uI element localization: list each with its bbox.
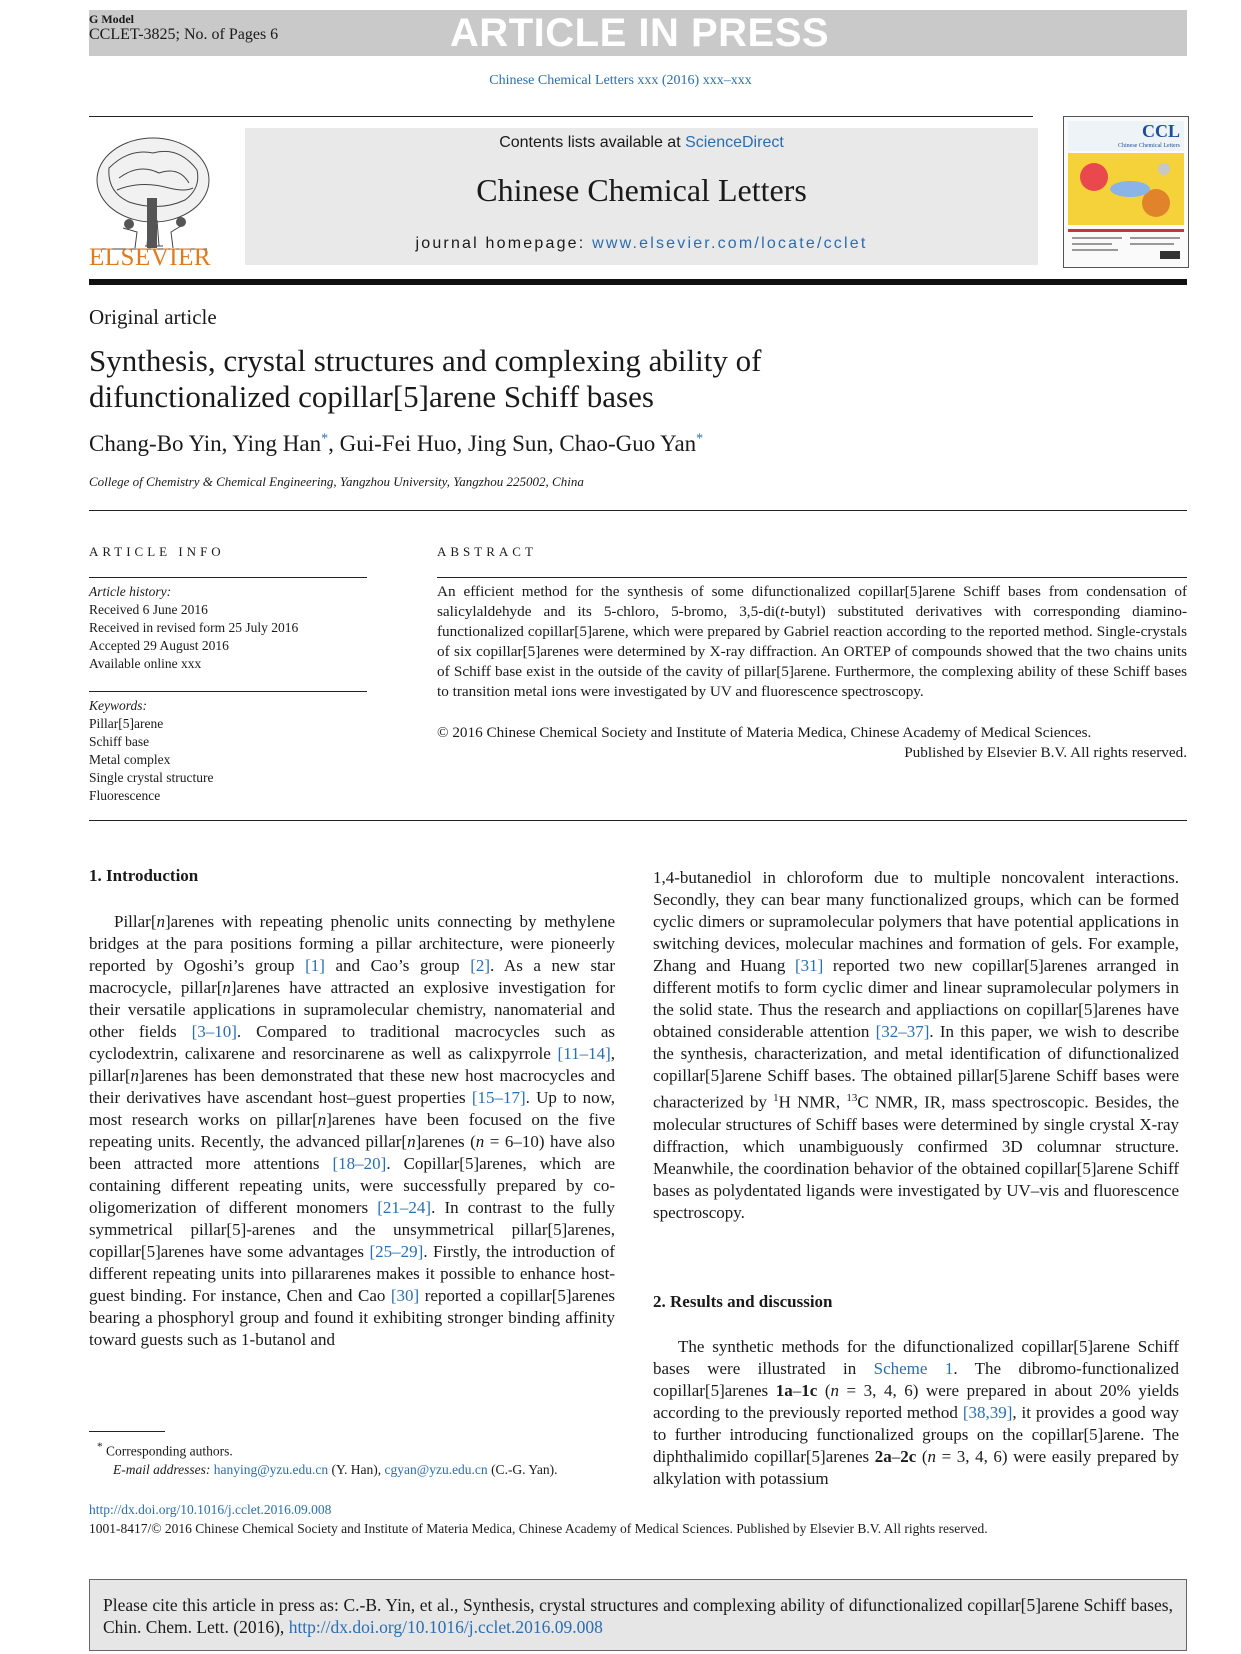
keywords-label: Keywords: — [89, 698, 147, 713]
ref-link[interactable]: [30] — [390, 1286, 420, 1305]
ref-link[interactable]: [25–29] — [369, 1242, 424, 1261]
ref-link[interactable]: [3–10] — [191, 1022, 237, 1041]
article-history — [89, 583, 298, 673]
author-list — [89, 431, 703, 457]
corresponding-mark-2[interactable]: * — [696, 431, 704, 447]
copyright-line-2: Published by Elsevier B.V. All rights reserved. — [904, 744, 1187, 761]
history-item: Received in revised form 25 July 2016 — [89, 620, 299, 635]
ref-link[interactable]: [32–37] — [875, 1022, 930, 1041]
ref-link[interactable]: [11–14] — [557, 1044, 611, 1063]
journal-title: Chinese Chemical Letters — [476, 172, 807, 208]
article-code: CCLET-3825; No. of Pages 6 — [89, 26, 279, 43]
introduction-column-right — [653, 867, 1179, 1224]
ref-link[interactable]: [2] — [470, 956, 491, 975]
contents-prefix: Contents lists available at — [499, 134, 686, 151]
abstract-part: An efficient method for the synthesis of some difunctionalized copillar[5]arene Schiff bases from condensation of salicylaldehyde and its 5-chloro, 5-bromo, 3,5-di( — [437, 583, 1187, 621]
keyword-item: Schiff base — [89, 734, 150, 749]
keyword-item: Pillar[5]arene — [89, 716, 164, 731]
email-link-han[interactable]: hanying@yzu.edu.cn — [213, 1461, 329, 1477]
keywords-rule — [89, 691, 367, 692]
authors-part-1: Chang-Bo Yin, Ying Han — [89, 431, 322, 456]
abstract-label: ABSTRACT — [437, 544, 537, 559]
results-paragraph-1: The synthetic methods for the difunctionalized copillar[5]arene Schiff bases were illustrated in Scheme 1. The dibromo-functionalized copillar[5]arenes 1a–1c (n = 3, 4, 6) were prepared in about 20% yields according to the previously reported method [38,39], it provides a good way to further introducing functionalized groups on the copillar[5]arene. The diphthalimido copillar[5]arenes 2a–2c (n = 3, 4, 6) were easily prepared by alkylation with potassium — [653, 1337, 1180, 1488]
ref-link[interactable]: [1] — [305, 956, 325, 975]
results-column — [653, 1336, 1179, 1490]
doi-link[interactable]: http://dx.doi.org/10.1016/j.cclet.2016.09.008 — [89, 1502, 332, 1517]
footnote-rule — [89, 1431, 165, 1432]
history-item: Accepted 29 August 2016 — [89, 638, 229, 653]
title-line-2: difunctionalized copillar[5]arene Schiff bases — [89, 379, 654, 414]
results-heading: 2. Results and discussion — [653, 1292, 833, 1311]
intro-paragraph-2: 1,4-butanediol in chloroform due to multiple noncovalent interactions. Secondly, they can bear many functionalized groups, which can be formed cyclic dimers or supramolecular polymers that have potential applications in switching devices, molecular machines and formation of gels. For example, Zhang and Huang [31] reported two new copillar[5]arenes arranged in different motifs to form cyclic dimer and linear supramolecular polymers in the solid state. Thus the research and appliactions on copillar[5]arenes have obtained considerable attention [32–37]. In this paper, we wish to describe the synthesis, characterization, and metal identification of difunctionalized copillar[5]arene Schiff bases. The obtained pillar[5]arene Schiff bases were characterized by $^1$H NMR, $^{13}$C NMR, IR, mass spectroscopic. Besides, the molecular structures of Schiff bases were determined by single crystal X-ray diffraction, which unambiguously confirmed 3D columnar structure. Meanwhile, the coordination behavior of the obtained copillar[5]arene Schiff bases as polydentated ligands were investigated by UV–vis and fluorescence spectroscopy. — [653, 868, 1180, 1222]
article-in-press-text: ARTICLE IN PRESS — [449, 11, 830, 55]
cite-box — [89, 1579, 1187, 1651]
homepage-link[interactable]: www.elsevier.com/locate/cclet — [592, 235, 868, 252]
masthead-thick-rule — [89, 279, 1187, 285]
history-item: Available online xxx — [89, 656, 202, 671]
journal-cover-thumbnail — [1063, 116, 1189, 268]
cover-ccl-label: CCL — [1141, 121, 1180, 141]
footnote-corresponding: * Corresponding authors. — [97, 1441, 233, 1459]
journal-masthead — [245, 128, 1038, 265]
header-rule — [89, 510, 1187, 511]
history-label: Article history: — [89, 584, 172, 599]
sciencedirect-link[interactable]: ScienceDirect — [685, 134, 784, 151]
email-link-yan[interactable]: cgyan@yzu.edu.cn — [384, 1461, 488, 1477]
article-type: Original article — [89, 305, 217, 329]
article-in-press-banner — [432, 10, 1187, 56]
authors-part-2: , Gui-Fei Huo, Jing Sun, Chao-Guo Yan — [328, 431, 697, 456]
introduction-heading: 1. Introduction — [89, 866, 199, 885]
ref-link[interactable]: [18–20] — [332, 1154, 387, 1173]
issn-copyright: 1001-8417/© 2016 Chinese Chemical Society and Institute of Materia Medica, Chinese Academy of Medical Sciences. Published by Elsevier B.V. All rights reserved. — [89, 1521, 988, 1536]
journal-reference[interactable]: Chinese Chemical Letters xxx (2016) xxx–xxx — [489, 73, 752, 88]
homepage-prefix: journal homepage: — [415, 235, 593, 252]
ref-link[interactable]: [21–24] — [377, 1198, 432, 1217]
abstract-text — [437, 582, 1187, 703]
corresponding-mark-1[interactable]: * — [321, 431, 329, 447]
keyword-item: Single crystal structure — [89, 770, 214, 785]
cite-doi-link[interactable]: http://dx.doi.org/10.1016/j.cclet.2016.09.008 — [288, 1617, 603, 1637]
cover-journal-name: Chinese Chemical Letters — [1118, 143, 1180, 149]
cite-text — [103, 1594, 1173, 1638]
history-item: Received 6 June 2016 — [89, 602, 208, 617]
g-model-label: G Model — [89, 12, 134, 26]
keyword-item: Fluorescence — [89, 788, 161, 803]
affiliation: College of Chemistry & Chemical Engineering, Yangzhou University, Yangzhou 225002, China — [89, 474, 584, 489]
footnote — [89, 1438, 615, 1479]
ref-link[interactable]: [15–17] — [471, 1088, 526, 1107]
footnote-emails: E-mail addresses: hanying@yzu.edu.cn (Y. Han), cgyan@yzu.edu.cn (C.-G. Yan). — [113, 1461, 558, 1477]
info-bottom-rule — [89, 820, 1187, 821]
article-info-rule — [89, 577, 367, 578]
ref-link[interactable]: [38,39] — [962, 1403, 1013, 1422]
article-title — [89, 343, 989, 415]
contents-line — [245, 128, 1038, 158]
introduction-column-left — [89, 911, 615, 1351]
abstract-rule — [437, 577, 1187, 578]
masthead-top-rule — [89, 116, 1033, 117]
ref-link[interactable]: [31] — [795, 956, 824, 975]
journal-cover-image — [1064, 117, 1188, 267]
title-line-1: Synthesis, crystal structures and complexing ability of — [89, 343, 762, 378]
copyright-line-1: © 2016 Chinese Chemical Society and Institute of Materia Medica, Chinese Academy of Medical Sciences. — [437, 724, 1092, 741]
cite-body: Please cite this article in press as: C.-B. Yin, et al., Synthesis, crystal structures and complexing ability of difunctionalized copillar[5]arene Schiff bases, Chin. Chem. Lett. (2016), — [103, 1595, 1173, 1637]
article-info-label: ARTICLE INFO — [89, 544, 225, 559]
keyword-item: Metal complex — [89, 752, 171, 767]
keywords — [89, 697, 213, 805]
abstract-copyright — [437, 723, 1187, 763]
abstract-part: -butyl) substituted derivatives with corresponding diamino-functionalized copillar[5]arene, which were prepared by Gabriel reaction according to the reported method. Single-crystals of six copillar[5]arenes were determined by X-ray diffraction. An ORTEP of compounds showed that the two chains units of Schiff base exist in the outside of the cavity of pillar[5]arene. Furthermore, the complexing ability of these Schiff bases to transition metal ions were investigated by UV and fluorescence spectroscopy. — [437, 603, 1187, 701]
intro-paragraph-1: Pillar[n]arenes with repeating phenolic units connecting by methylene bridges at the para positions forming a pillar architecture, were pioneerly reported by Ogoshi’s group [1] and Cao’s group [2]. As a new star macrocycle, pillar[n]arenes have attracted an explosive investigation for their versatile applications in supramolecular chemistry, nanomaterial and other fields [3–10]. Compared to traditional macrocycles such as cyclodextrin, calixarene and resorcinarene as well as calixpyrrole [11–14], pillar[n]arenes has been demonstrated that these new host macrocycles and their derivatives have ascendant host–guest properties [15–17]. Up to now, most research works on pillar[n]arenes have been focused on the five repeating units. Recently, the advanced pillar[n]arenes (n = 6–10) have also been attracted more attentions [18–20]. Copillar[5]arenes, which are containing different repeating units, were successfully prepared by co-oligomerization of different monomers [21–24]. In contrast to the fully symmetrical pillar[5]-arenes and the unsymmetrical pillar[5]arenes, copillar[5]arenes have some advantages [25–29]. Firstly, the introduction of different repeating units into pillararenes makes it possible to enhance host-guest binding. For instance, Chen and Cao [30] reported a copillar[5]arenes bearing a phosphoryl group and found it exhibiting stronger binding affinity toward guests such as 1-butanol and — [89, 912, 616, 1349]
scheme-link[interactable]: Scheme 1 — [873, 1359, 954, 1378]
abstract-italic: t — [780, 603, 785, 621]
elsevier-wordmark: ELSEVIER — [89, 244, 212, 271]
homepage-line — [245, 235, 1038, 253]
